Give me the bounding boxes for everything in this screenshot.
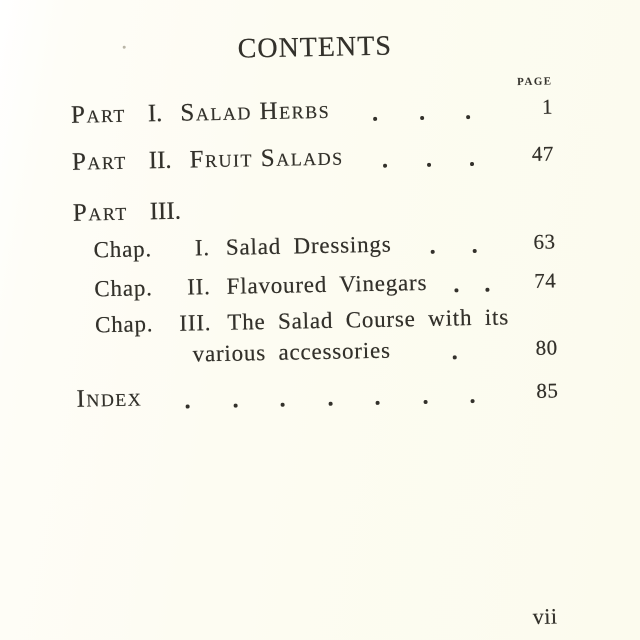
part-numeral: II. (148, 146, 172, 175)
leader-dots (343, 141, 514, 170)
dust-speck (123, 46, 126, 49)
chapter-prefix: Chap. (94, 275, 153, 302)
toc-row-chap-3-runover (192, 335, 557, 366)
leader-dot (281, 403, 285, 407)
leader-dot (427, 163, 431, 167)
entry-title: Salad Dressings (225, 231, 392, 260)
toc-row-index (76, 377, 558, 412)
leader-dot (430, 250, 434, 254)
leader-dots (330, 94, 513, 124)
entry-title: The Salad Course with its (227, 304, 510, 335)
leader-dot (471, 399, 475, 403)
chapter-prefix: Chap. (94, 311, 154, 338)
toc-row-chap-1 (93, 229, 555, 262)
leader-dot (383, 164, 387, 168)
chapter-numeral: I. (194, 235, 211, 261)
page-number: 47 (531, 141, 555, 166)
leader-dot (473, 249, 477, 253)
entry-title: Flavoured Vinegars (226, 269, 428, 299)
leader-dots (142, 378, 519, 411)
folio-number: vii (532, 603, 558, 629)
leader-dot (452, 355, 456, 359)
page-number: 85 (536, 378, 559, 403)
leader-dot (470, 162, 474, 166)
part-prefix: Part (71, 147, 128, 176)
part-numeral: III. (149, 197, 182, 226)
page-number: 63 (533, 229, 556, 254)
leader-dot (328, 402, 332, 406)
entry-title: Fruit Salads (189, 143, 344, 174)
leader-dot (423, 400, 427, 404)
toc-row-part-1 (71, 93, 553, 128)
leader-dot (466, 115, 470, 119)
leader-dot (454, 288, 458, 292)
toc-row-chap-3 (95, 304, 557, 337)
part-prefix: Part (72, 198, 128, 227)
leader-dots (427, 269, 516, 295)
leader-dot (485, 288, 489, 292)
page-number: 80 (535, 335, 558, 360)
toc-row-part-3 (73, 191, 555, 226)
toc-row-chap-2 (94, 268, 556, 301)
part-prefix: Part (70, 100, 127, 129)
leader-dot (186, 405, 190, 409)
page-title: CONTENTS (237, 30, 393, 65)
leader-dot (420, 116, 424, 120)
chapter-numeral: II. (186, 274, 211, 300)
chapter-prefix: Chap. (93, 236, 153, 263)
toc-row-part-2 (72, 140, 554, 175)
chapter-numeral: III. (179, 310, 212, 336)
index-label: Index (76, 384, 143, 413)
entry-title: Salad Herbs (180, 96, 331, 127)
entry-title-runover: various accessories (192, 337, 391, 367)
leader-dots (391, 230, 516, 256)
page-number: 74 (534, 268, 557, 293)
leader-dots (390, 336, 517, 362)
part-numeral: I. (147, 99, 163, 128)
leader-dot (376, 401, 380, 405)
leader-dot (373, 117, 377, 121)
leader-dot (233, 404, 237, 408)
page-column-label: PAGE (517, 75, 553, 89)
page-number: 1 (541, 94, 554, 119)
